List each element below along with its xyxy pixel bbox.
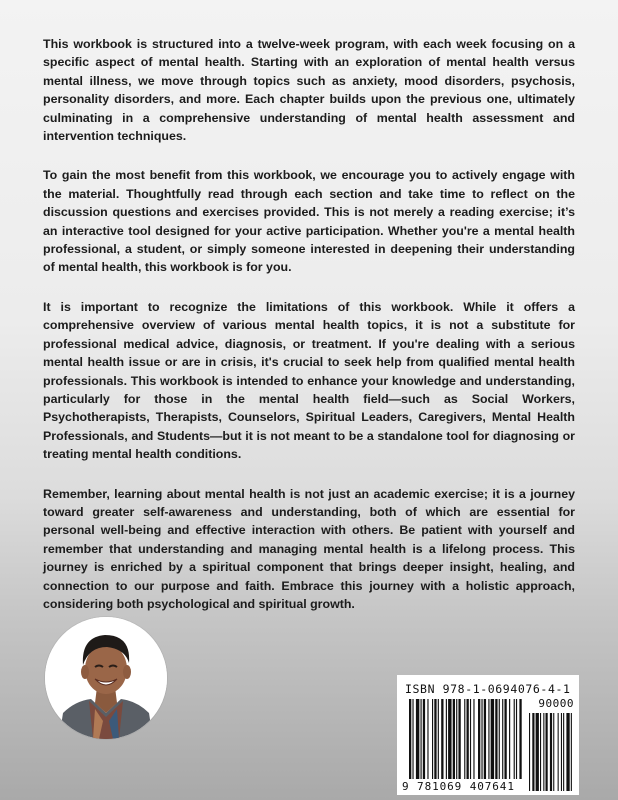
barcode-bar bbox=[434, 699, 436, 779]
barcode-bar bbox=[412, 699, 413, 779]
barcode-bar bbox=[458, 699, 460, 779]
barcode-addon-bar bbox=[561, 713, 562, 791]
barcode-bar bbox=[499, 699, 500, 779]
barcode-bar bbox=[467, 699, 469, 779]
paragraph-program-structure: This workbook is structured into a twelve-week program, with each week focusing on a specific aspect of mental health. Starting with an exploration of mental health versus mental illness, we move through topics such as anxiety, mood disorders, psychosis, personality disorders, and more. Each chapter builds upon the previous one, ultimately culminating in a comprehensive understanding of mental health assessment and intervention techniques. bbox=[43, 37, 575, 144]
barcode-bar bbox=[470, 699, 471, 779]
barcode-bar bbox=[495, 699, 497, 779]
paragraph-limitations: It is important to recognize the limitations of this workbook. While it offers a comprehensive overview of various mental health topics, it is not a substitute for professional medical advice, diagnosis, or treatment. If you're dealing with a serious mental health issue or are in crisis, it's crucial to seek help from qualified mental health professionals. This workbook is intended to enhance your knowledge and understanding, particularly for those in the mental health field—such as Social Workers, Psychotherapists, Therapists, Counselors, Spiritual Leaders, Caregivers, Mental Health Professionals, and Students—but it is not meant to be a standalone tool for diagnosing or treating mental health conditions. bbox=[43, 299, 575, 462]
barcode-bar bbox=[432, 699, 433, 779]
barcode-addon-bar bbox=[546, 713, 548, 791]
barcode-bar bbox=[438, 699, 439, 779]
barcode-addon-bar bbox=[566, 713, 569, 791]
price-code: 90000 bbox=[538, 697, 574, 710]
author-photo bbox=[45, 617, 167, 739]
barcode-bar bbox=[478, 699, 480, 779]
barcode-addon-bar bbox=[550, 713, 552, 791]
isbn-label: ISBN 978-1-0694076-4-1 bbox=[405, 682, 571, 696]
barcode-bar bbox=[409, 699, 411, 779]
barcode-bar bbox=[516, 699, 517, 779]
barcode-addon-bar bbox=[553, 713, 554, 791]
paragraph-how-to-use: To gain the most benefit from this workbook, we encourage you to actively engage with the material. Thoughtfully read through each section and take time to reflect on the discussion questions and exercises provided. This is not merely a reading exercise; it’s an interactive tool designed for your active participation. Whether you're a mental health professional, a student, or simply someone interested in deepening their understanding of mental health, this workbook is for you. bbox=[43, 168, 575, 275]
barcode-bar bbox=[456, 699, 457, 779]
barcode-bar bbox=[453, 699, 455, 779]
barcode-bar bbox=[504, 699, 506, 779]
barcode-addon-bar bbox=[536, 713, 539, 791]
barcode-bar bbox=[423, 699, 425, 779]
barcode-bar bbox=[519, 699, 521, 779]
barcode-bar bbox=[484, 699, 486, 779]
barcode-bar bbox=[488, 699, 489, 779]
barcode-addon-bar bbox=[558, 713, 559, 791]
barcode-addon-bar bbox=[532, 713, 534, 791]
barcode-bar bbox=[448, 699, 451, 779]
barcode-bar bbox=[509, 699, 510, 779]
barcode-bar bbox=[446, 699, 447, 779]
barcode-bar bbox=[491, 699, 494, 779]
ean-digits: 9 781069 407641 bbox=[402, 780, 515, 793]
barcode-addon-bar bbox=[543, 713, 544, 791]
barcode-bar bbox=[416, 699, 419, 779]
paragraph-remember: Remember, learning about mental health is not just an academic exercise; it is a journey toward greater self-awareness and understanding, both of which are essential for personal well-being and effective interaction with others. Be patient with yourself and remember that understanding and managing mental health is a lifelong process. This journey is enriched by a spiritual component that brings deeper insight, healing, and connection to our purpose and faith. Embrace this journey with a holistic approach, considering both psychological and spiritual growth. bbox=[43, 486, 575, 611]
barcode-addon-bar bbox=[563, 713, 564, 791]
barcode-bar bbox=[473, 699, 474, 779]
barcode-addon-bar bbox=[571, 713, 572, 791]
barcode-bar bbox=[421, 699, 422, 779]
barcode-bar bbox=[441, 699, 443, 779]
isbn-barcode bbox=[397, 675, 579, 795]
barcode-bar bbox=[464, 699, 465, 779]
barcode-bar bbox=[481, 699, 482, 779]
barcode-bar bbox=[514, 699, 515, 779]
barcode-bar bbox=[427, 699, 428, 779]
back-cover-text bbox=[43, 35, 575, 634]
barcode-bar bbox=[502, 699, 503, 779]
barcode-addon-bar bbox=[529, 713, 530, 791]
barcode-addon-bar bbox=[540, 713, 541, 791]
